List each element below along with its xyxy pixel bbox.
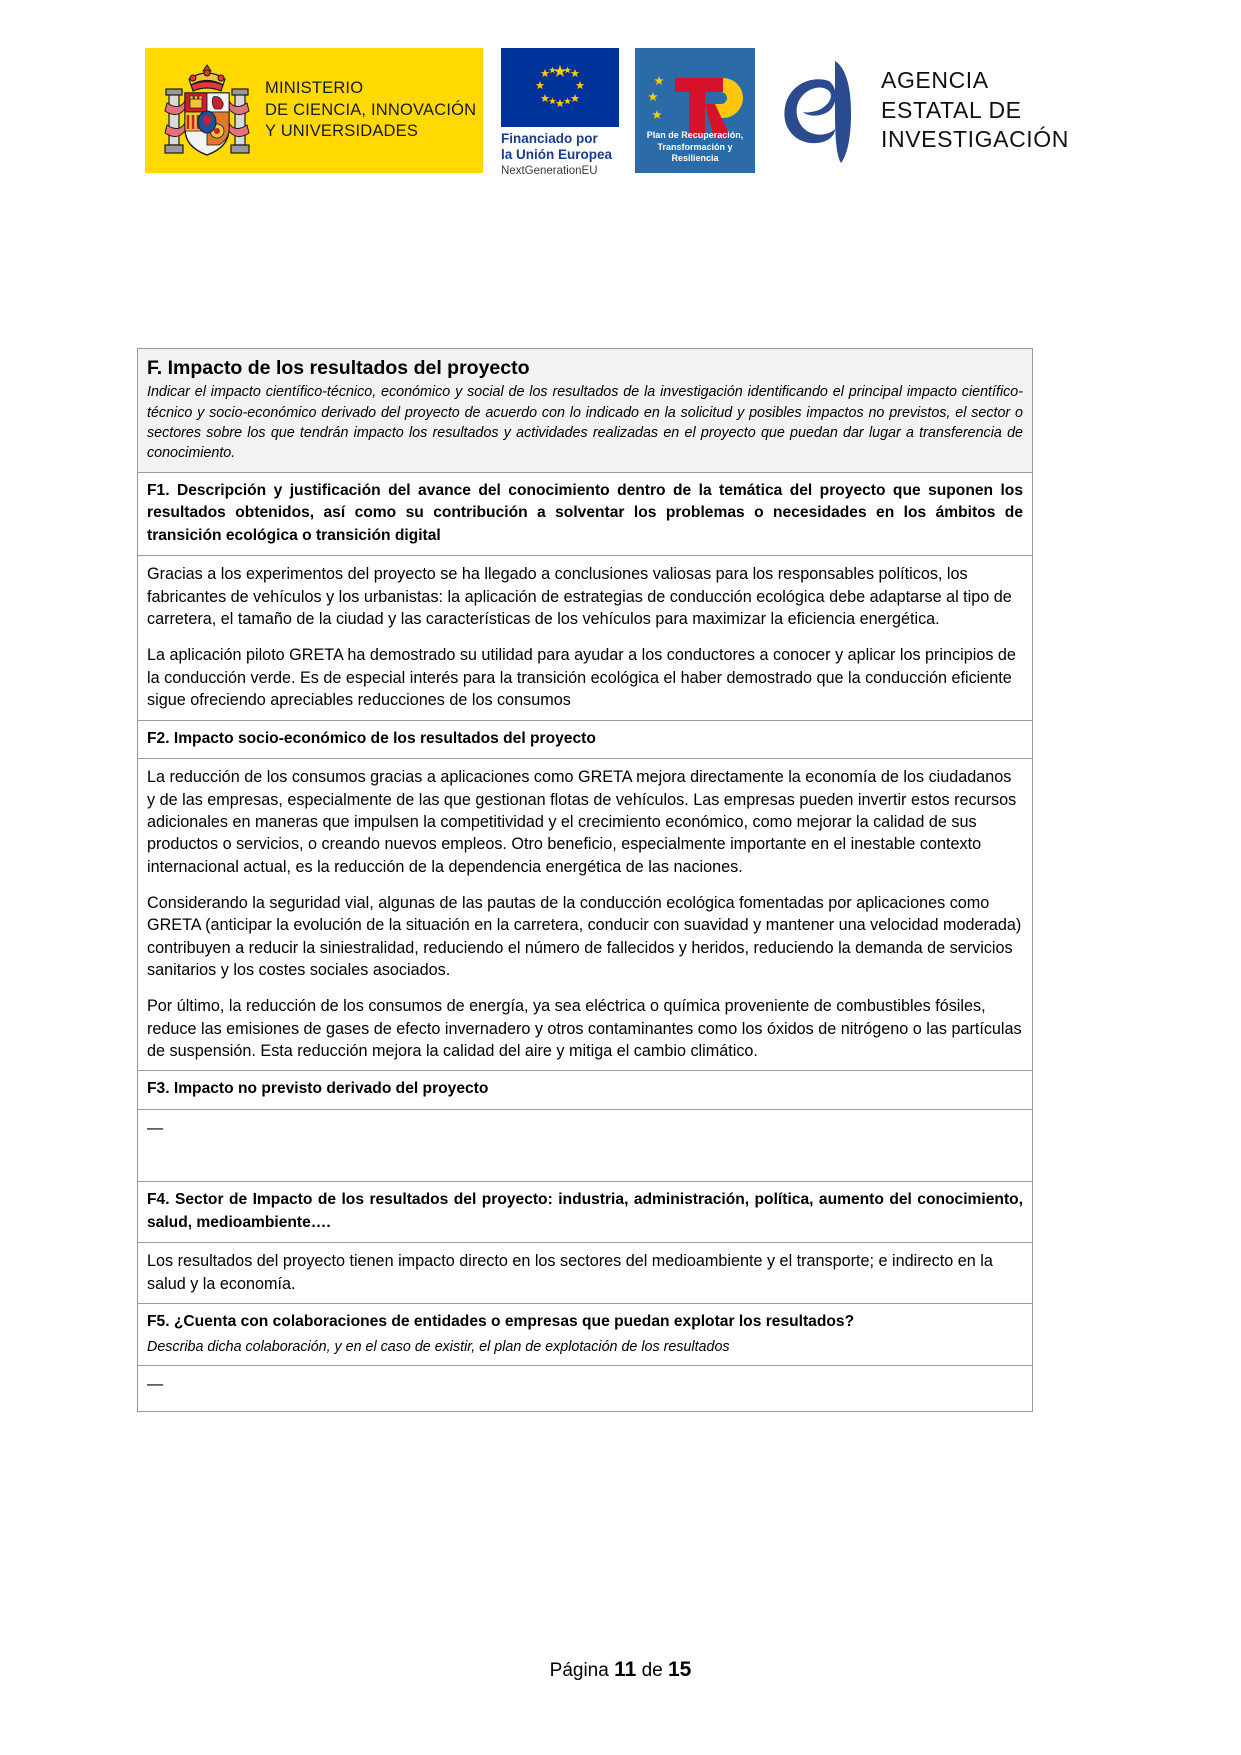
table-row-f1-body: [138, 556, 1033, 720]
f1-answer-cell[interactable]: [138, 556, 1033, 720]
institutional-logo-band: [145, 48, 1095, 183]
ministerio-line-1: MINISTERIO: [265, 78, 364, 97]
prtr-caption-line-1: Plan de Recuperación,: [646, 130, 744, 141]
f5-body: —: [147, 1374, 164, 1393]
f3-answer-cell[interactable]: [138, 1110, 1033, 1182]
footer-prefix: Página: [549, 1660, 615, 1681]
agencia-estatal-investigacion-logo: [777, 48, 1069, 173]
f2-heading-cell: [138, 720, 1033, 759]
f1-heading: F1. Descripción y justificación del avance del conocimiento dentro de la temática del proyecto que suponen los resultados obtenidos, así como su contribución a solventar los problemas o necesidades en los ámbitos de transición ecológica o transición digital: [147, 481, 1023, 544]
f5-answer-cell[interactable]: [138, 1365, 1033, 1411]
f4-body: Los resultados del proyecto tienen impacto directo en los sectores del medioambiente y el transporte; e indirecto en la salud y la economía.: [147, 1252, 993, 1293]
ministerio-logo-text: [265, 78, 476, 143]
table-row-f4-body: [138, 1243, 1033, 1304]
table-row-f5-heading: [138, 1304, 1033, 1366]
f5-subheading: Describa dicha colaboración, y en el caso de existir, el plan de explotación de los resultados: [147, 1338, 730, 1355]
section-f-header-cell: [138, 349, 1033, 473]
impact-section-table: [137, 348, 1033, 1412]
f2-paragraph-1: La reducción de los consumos gracias a aplicaciones como GRETA mejora directamente la economía de los ciudadanos y de las empresas, especialmente de las que gestionan flotas de vehículos. Las empresas pueden invertir estos recursos adicionales en maneras que impulsen la competitividad y el crecimiento económico, como mejorar la calidad de sus productos o servicios, o creando nuevos empleos. Otro beneficio, especialmente importante en el inestable contexto internacional actual, es la reducción de la dependencia energética de las naciones.: [147, 768, 1017, 876]
f2-paragraph-3: Por último, la reducción de los consumos de energía, ya sea eléctrica o química proveniente de combustibles fósiles, reduce las emisiones de gases de efecto invernadero y otros contaminantes como los óxidos de nitrógeno o las partículas de suspensión. Esta reducción mejora la calidad del aire y mitiga el cambio climático.: [147, 997, 1022, 1061]
f4-heading: F4. Sector de Impacto de los resultados del proyecto: industria, administración, política, aumento del conocimiento, salud, medioambiente….: [147, 1191, 1023, 1231]
table-row-f2-heading: [138, 720, 1033, 759]
footer-middle: de: [636, 1660, 668, 1681]
f5-heading: F5. ¿Cuenta con colaboraciones de entidades o empresas que puedan explotar los resultados?: [147, 1313, 855, 1331]
f2-answer-cell[interactable]: [138, 759, 1033, 1071]
eu-caption-line-1: Financiado por: [501, 131, 598, 146]
eu-caption-line-2: la Unión Europea: [501, 146, 613, 162]
eu-subcaption: NextGenerationEU: [501, 164, 598, 177]
f5-heading-cell: [138, 1304, 1033, 1366]
f1-paragraph-2: La aplicación piloto GRETA ha demostrado su utilidad para ayudar a los conductores a conocer y aplicar los principios de la conducción verde. Es de especial interés para la transición ecológica el haber demostrado que la conducción eficiente sigue ofreciendo apreciables reducciones de los consumos: [147, 646, 1016, 710]
prtr-caption: [635, 130, 755, 164]
table-row-f3-body: [138, 1110, 1033, 1182]
eu-flag-icon: [501, 48, 619, 127]
aei-logo-text: [881, 66, 1069, 156]
ministerio-line-3: Y UNIVERSIDADES: [265, 122, 419, 141]
ministerio-logo: [145, 48, 483, 173]
f1-paragraph-1: Gracias a los experimentos del proyecto se ha llegado a conclusiones valiosas para los responsables políticos, los fabricantes de vehículos y los urbanistas: la aplicación de estrategias de conducción ecológica debe adaptarse al tipo de carretera, el tamaño de la ciudad y las características de los vehículos para maximizar la eficiencia energética.: [147, 565, 1012, 629]
plan-recuperacion-logo: [635, 48, 755, 173]
table-row-f4-heading: [138, 1182, 1033, 1243]
f4-answer-cell[interactable]: [138, 1243, 1033, 1304]
prtr-caption-line-2: Transformación y: [657, 141, 733, 152]
table-row-f5-body: [138, 1365, 1033, 1411]
table-row-section-header: [138, 349, 1033, 473]
footer-current-page: 11: [614, 1658, 637, 1681]
f4-heading-cell: [138, 1182, 1033, 1243]
eu-caption: [501, 131, 619, 163]
prtr-caption-line-3: Resiliencia: [671, 152, 719, 163]
page-footer: [0, 1658, 1241, 1682]
ministerio-line-2: DE CIENCIA, INNOVACIÓN: [265, 100, 477, 119]
aei-line-2: ESTATAL DE: [881, 96, 1022, 123]
spanish-coat-of-arms-icon: [159, 59, 255, 163]
european-union-funding-logo: [501, 48, 619, 177]
section-title: F. Impacto de los resultados del proyecto: [147, 357, 530, 379]
aei-line-1: AGENCIA: [881, 66, 989, 93]
f3-body: —: [147, 1119, 164, 1138]
f2-paragraph-2: Considerando la seguridad vial, algunas de las pautas de la conducción ecológica fomentadas por aplicaciones como GRETA (anticipar la evolución de la situación en la carretera, conducir con suavidad y mantener una velocidad moderada) contribuyen a reducir la siniestralidad, reduciendo el número de fallecidos y heridos, reduciendo la demanda de servicios sanitarios y los costes sociales asociados.: [147, 893, 1022, 980]
f1-heading-cell: [138, 472, 1033, 556]
table-row-f2-body: [138, 759, 1033, 1071]
aei-line-3: INVESTIGACIÓN: [881, 126, 1069, 153]
f3-heading-cell: [138, 1071, 1033, 1110]
table-row-f3-heading: [138, 1071, 1033, 1110]
table-row-f1-heading: [138, 472, 1033, 556]
aei-emblem-icon: [777, 57, 869, 165]
section-description: Indicar el impacto científico-técnico, económico y social de los resultados de la investigación identificando el principal impacto científico-técnico y socio-económico derivado del proyecto de acuerdo con lo indicado en la solicitud y posibles impactos no previstos, el sector o sectores sobre los que tendrán impacto los resultados y actividades realizadas en el proyecto que puedan dar lugar a transferencia de conocimiento.: [147, 384, 1023, 462]
f2-heading: F2. Impacto socio-económico de los resultados del proyecto: [147, 729, 596, 747]
f3-heading: F3. Impacto no previsto derivado del proyecto: [147, 1080, 489, 1098]
footer-total-pages: 15: [668, 1658, 692, 1681]
